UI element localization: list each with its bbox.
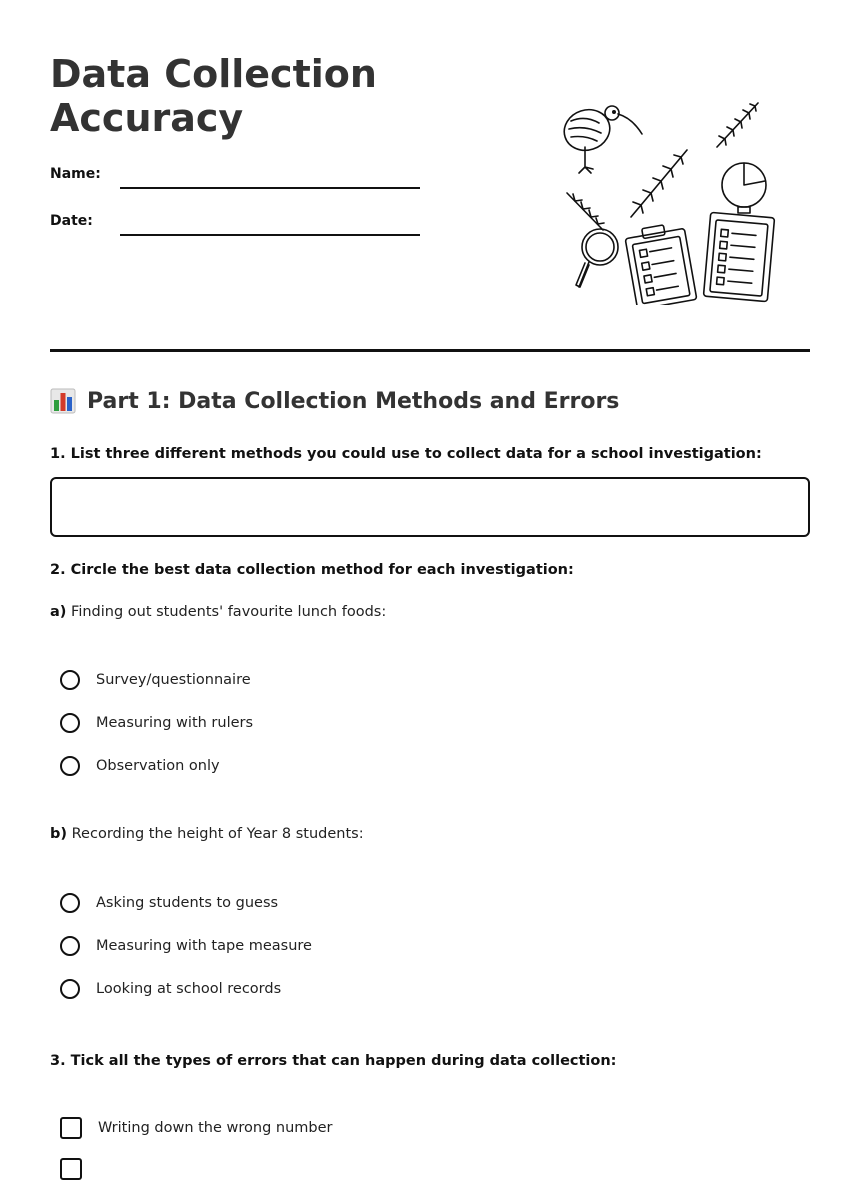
question-2b-letter: b)	[50, 826, 68, 842]
title-line-2: Accuracy	[50, 96, 244, 140]
checkbox[interactable]	[60, 1117, 82, 1139]
fern-icon	[567, 193, 604, 230]
question-2b-prompt: Recording the height of Year 8 students:	[71, 826, 364, 842]
name-label: Name:	[50, 166, 101, 182]
option-2b-2[interactable]	[60, 936, 312, 956]
radio-circle[interactable]	[60, 979, 80, 999]
question-2a	[50, 604, 386, 620]
option-label: Measuring with tape measure	[96, 938, 312, 954]
magnifying-glass-icon	[576, 229, 618, 287]
option-label: Measuring with rulers	[96, 715, 254, 731]
option-label: Observation only	[96, 758, 220, 774]
radio-circle[interactable]	[60, 936, 80, 956]
radio-circle[interactable]	[60, 756, 80, 776]
worksheet-title	[50, 52, 377, 140]
question-1-answer-box[interactable]	[50, 477, 810, 537]
section-heading-part-1	[50, 388, 619, 414]
option-2b-3[interactable]	[60, 979, 281, 999]
option-2b-1[interactable]	[60, 893, 278, 913]
option-label: Asking students to guess	[96, 895, 279, 911]
fern-icon	[717, 103, 758, 147]
fern-icon	[631, 150, 687, 217]
option-3-2-partial[interactable]	[60, 1158, 98, 1180]
clipboard-checklist-icon	[625, 225, 697, 305]
option-2a-2[interactable]	[60, 713, 253, 733]
option-label: Looking at school records	[96, 981, 282, 997]
radio-circle[interactable]	[60, 713, 80, 733]
question-2a-prompt: Finding out students' favourite lunch foods:	[71, 604, 387, 620]
option-2a-1[interactable]	[60, 670, 251, 690]
radio-circle[interactable]	[60, 670, 80, 690]
radio-circle[interactable]	[60, 893, 80, 913]
option-3-1[interactable]	[60, 1117, 333, 1139]
question-1: 1. List three different methods you could use to collect data for a school investigation:	[50, 446, 762, 462]
date-field[interactable]	[120, 234, 420, 236]
checkbox[interactable]	[60, 1158, 82, 1180]
option-label: Survey/questionnaire	[96, 672, 251, 688]
kiwi-bird-icon	[559, 104, 642, 173]
pie-chart-icon	[722, 163, 766, 213]
clipboard-checklist-icon	[703, 212, 774, 301]
bar-chart-emoji-icon	[50, 388, 76, 414]
question-2: 2. Circle the best data collection method for each investigation:	[50, 562, 574, 578]
question-2b	[50, 826, 364, 842]
date-label: Date:	[50, 213, 93, 229]
question-2a-letter: a)	[50, 604, 67, 620]
name-field[interactable]	[120, 187, 420, 189]
header-illustration	[555, 95, 780, 305]
option-2a-3[interactable]	[60, 756, 220, 776]
option-label: Writing down the wrong number	[98, 1120, 333, 1136]
header-divider	[50, 349, 810, 352]
title-line-1: Data Collection	[50, 52, 377, 96]
question-3: 3. Tick all the types of errors that can happen during data collection:	[50, 1053, 617, 1069]
section-heading-text: Part 1: Data Collection Methods and Errors	[87, 388, 620, 414]
